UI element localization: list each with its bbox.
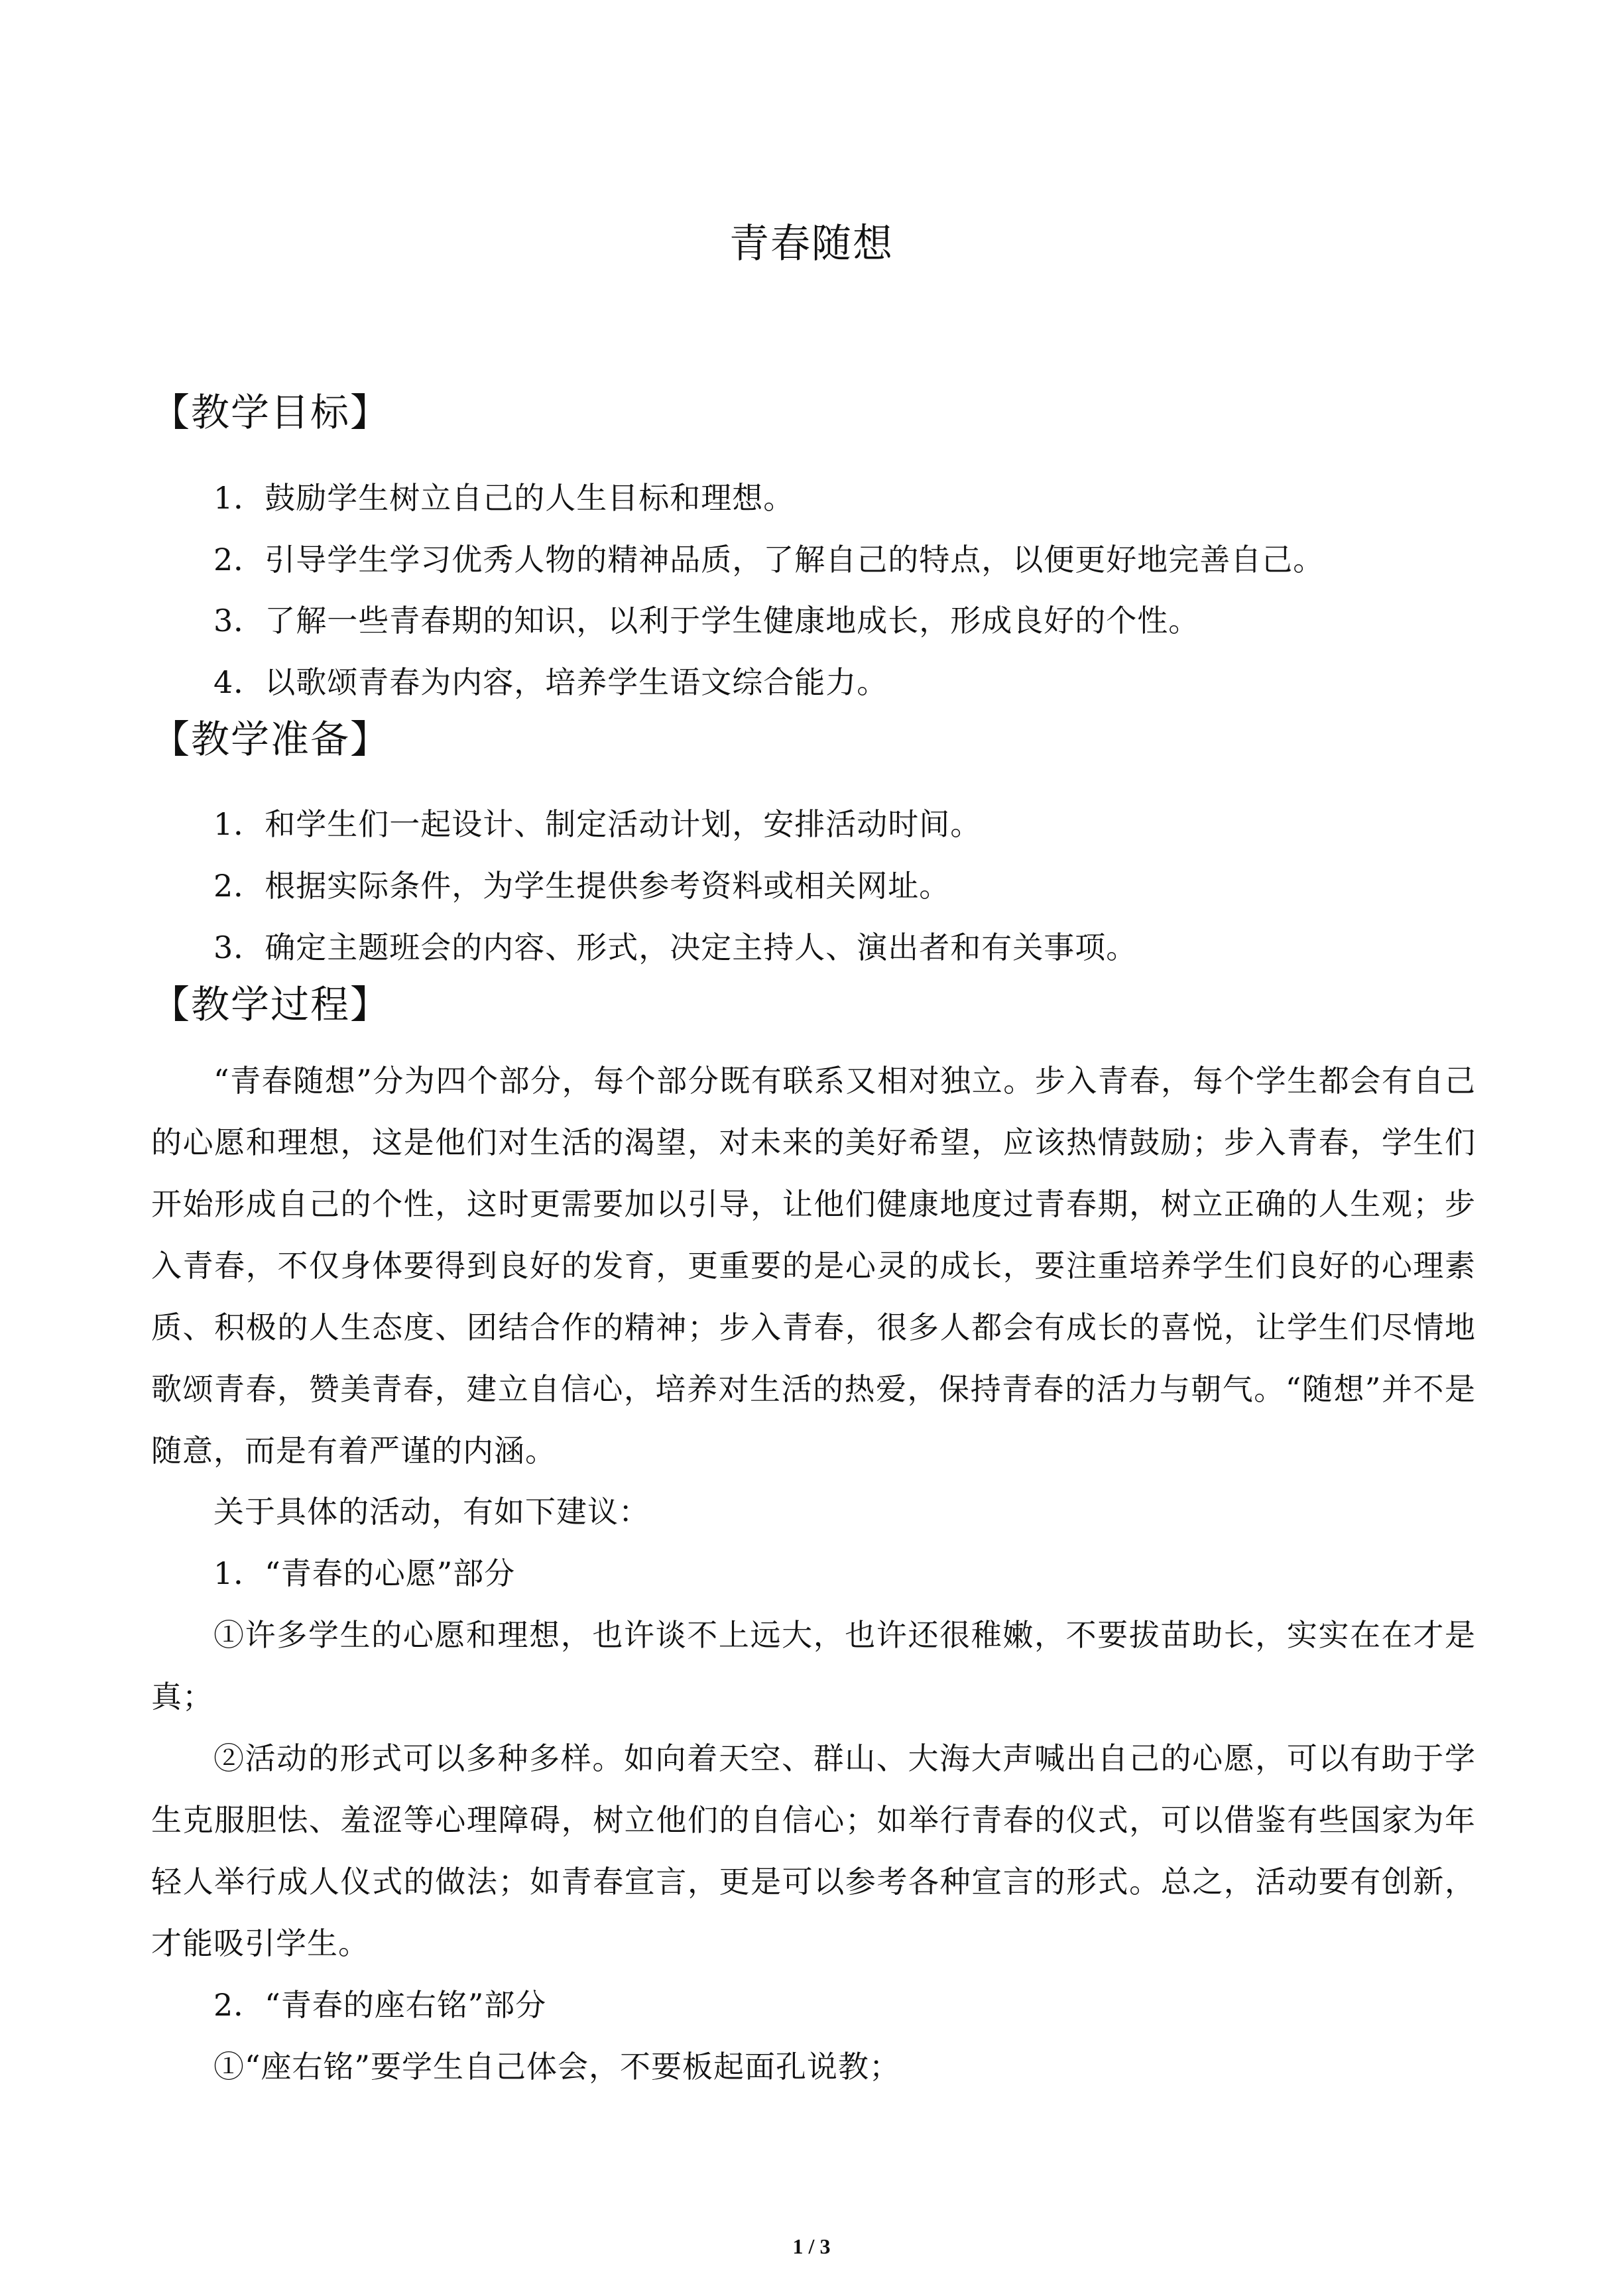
section-heading-goals: 【教学目标】 xyxy=(151,390,391,435)
page-title: 青春随想 xyxy=(729,221,894,267)
preparation-item-3: 3．确定主题班会的内容、形式，决定主持人、演出者和有关事项。 xyxy=(213,930,1138,965)
preparation-item-2: 2．根据实际条件，为学生提供参考资料或相关网址。 xyxy=(213,868,951,904)
part1-title: 1．“青春的心愿”部分 xyxy=(213,1555,516,1591)
section-heading-preparation: 【教学准备】 xyxy=(151,717,391,762)
goal-item-3: 3．了解一些青春期的知识，以利于学生健康地成长，形成良好的个性。 xyxy=(213,603,1200,638)
part2-point-1: ①“座右铭”要学生自己体会，不要板起面孔说教； xyxy=(213,2049,901,2085)
goal-item-2: 2．引导学生学习优秀人物的精神品质，了解自己的特点，以便更好地完善自己。 xyxy=(213,542,1325,577)
part1-point-1: ①许多学生的心愿和理想，也许谈不上远大，也许还很稚嫩，不要拔苗助长，实实在在才是真； xyxy=(151,1617,1476,1715)
part1-point-2: ②活动的形式可以多种多样。如向着天空、群山、大海大声喊出自己的心愿，可以有助于学生克服胆怯、羞涩等心理障碍，树立他们的自信心；如举行青春的仪式，可以借鉴有些国家为年轻人举行成人仪式的做法；如青春宣言，更是可以参考各种宣言的形式。总之，活动要有创新，才能吸引学生。 xyxy=(151,1740,1476,1961)
page-number: 1 / 3 xyxy=(792,2234,831,2258)
section-heading-process: 【教学过程】 xyxy=(151,982,391,1027)
goal-item-4: 4．以歌颂青春为内容，培养学生语文综合能力。 xyxy=(213,664,888,700)
process-intro-paragraph: “青春随想”分为四个部分，每个部分既有联系又相对独立。步入青春，每个学生都会有自己的心愿和理想，这是他们对生活的渴望，对未来的美好希望，应该热情鼓励；步入青春，学生们开始形成自己的个性，这时更需要加以引导，让他们健康地度过青春期，树立正确的人生观；步入青春，不仅身体要得到良好的发育，更重要的是心灵的成长，要注重培养学生们良好的心理素质、积极的人生态度、团结合作的精神；步入青春，很多人都会有成长的喜悦，让学生们尽情地歌颂青春，赞美青春，建立自信心，培养对生活的热爱，保持青春的活力与朝气。“随想”并不是随意，而是有着严谨的内涵。 xyxy=(151,1063,1476,1469)
part2-title: 2．“青春的座右铭”部分 xyxy=(213,1987,547,2023)
goal-item-1: 1．鼓励学生树立自己的人生目标和理想。 xyxy=(213,480,795,516)
preparation-item-1: 1．和学生们一起设计、制定活动计划，安排活动时间。 xyxy=(213,806,982,842)
suggestion-lead: 关于具体的活动，有如下建议： xyxy=(213,1494,650,1530)
